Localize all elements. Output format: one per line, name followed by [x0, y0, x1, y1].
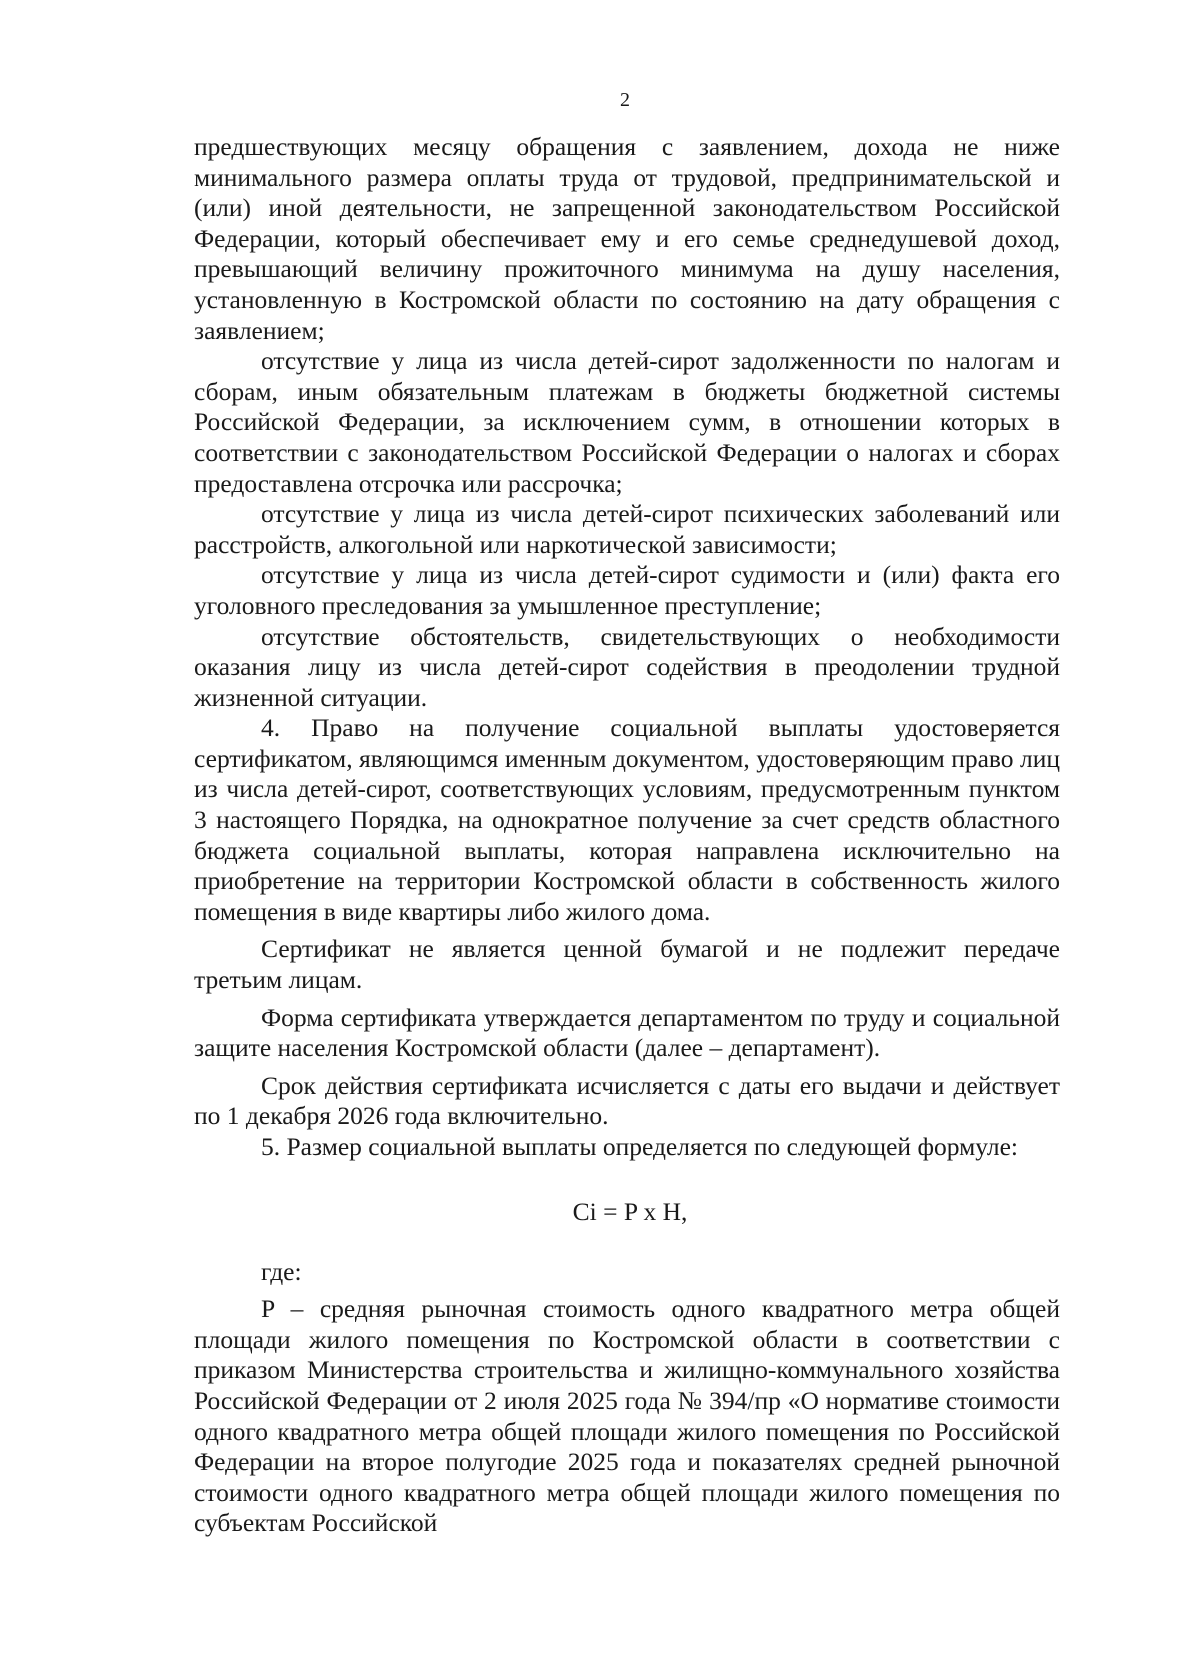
paragraph-no-conviction: отсутствие у лица из числа детей-сирот судимости и (или) факта его уголовного преследования за умышленное преступление;	[194, 560, 1060, 620]
paragraph-certificate-not-security: Сертификат не является ценной бумагой и не подлежит передаче третьим лицам.	[194, 934, 1060, 995]
paragraph-definition-p: P – средняя рыночная стоимость одного квадратного метра общей площади жилого помещения по Костромской области в соответствии с приказом Министерства строительства и жилищно-коммунального хозяйства Российской Федерации от 2 июля 2025 года № 394/пр «О нормативе стоимости одного квадратного метра общей площади жилого помещения по Российской Федерации на второе полугодие 2025 года и показателях средней рыночной стоимости одного квадратного метра общей площади жилого помещения по субъектам Российской	[194, 1294, 1060, 1538]
paragraph-certificate-validity: Срок действия сертификата исчисляется с даты его выдачи и действует по 1 декабря 2026 года включительно.	[194, 1070, 1060, 1131]
paragraph-no-hardship: отсутствие обстоятельств, свидетельствующих о необходимости оказания лицу из числа детей-сирот содействия в преодолении трудной жизненной ситуации.	[194, 621, 1060, 712]
paragraph-no-disorders: отсутствие у лица из числа детей-сирот психических заболеваний или расстройств, алкогольной или наркотической зависимости;	[194, 499, 1060, 559]
paragraph-no-tax-debt: отсутствие у лица из числа детей-сирот задолженности по налогам и сборам, иным обязательным платежам в бюджеты бюджетной системы Российской Федерации, за исключением сумм, в отношении которых в соответствии с законодательством Российской Федерации о налогах и сборах предоставлена отсрочка или рассрочка;	[194, 346, 1060, 498]
paragraph-section-4-certificate: 4. Право на получение социальной выплаты удостоверяется сертификатом, являющимся именным документом, удостоверяющим право лиц из числа детей-сирот, соответствующих условиям, предусмотренным пунктом 3 настоящего Порядка, на однократное получение за счет средств областного бюджета социальной выплаты, которая направлена исключительно на приобретение на территории Костромской области в собственность жилого помещения в виде квартиры либо жилого дома.	[194, 713, 1060, 926]
page-number: 2	[620, 89, 630, 111]
document-body	[194, 132, 1060, 1539]
paragraph-section-5-formula-intro: 5. Размер социальной выплаты определяется по следующей формуле:	[261, 1132, 1018, 1161]
paragraph-certificate-form: Форма сертификата утверждается департаментом по труду и социальной защите населения Костромской области (далее – департамент).	[194, 1002, 1060, 1063]
paragraph-income-condition: предшествующих месяцу обращения с заявлением, дохода не ниже минимального размера оплаты труда от трудовой, предпринимательской и (или) иной деятельности, не запрещенной законодательством Российской Федерации, который обеспечивает ему и его семье среднедушевой доход, превышающий величину прожиточного минимума на душу населения, установленную в Костромской области по состоянию на дату обращения с заявлением;	[194, 132, 1060, 345]
payment-formula: Ci = P x H,	[572, 1196, 688, 1226]
where-label: где:	[261, 1256, 302, 1286]
